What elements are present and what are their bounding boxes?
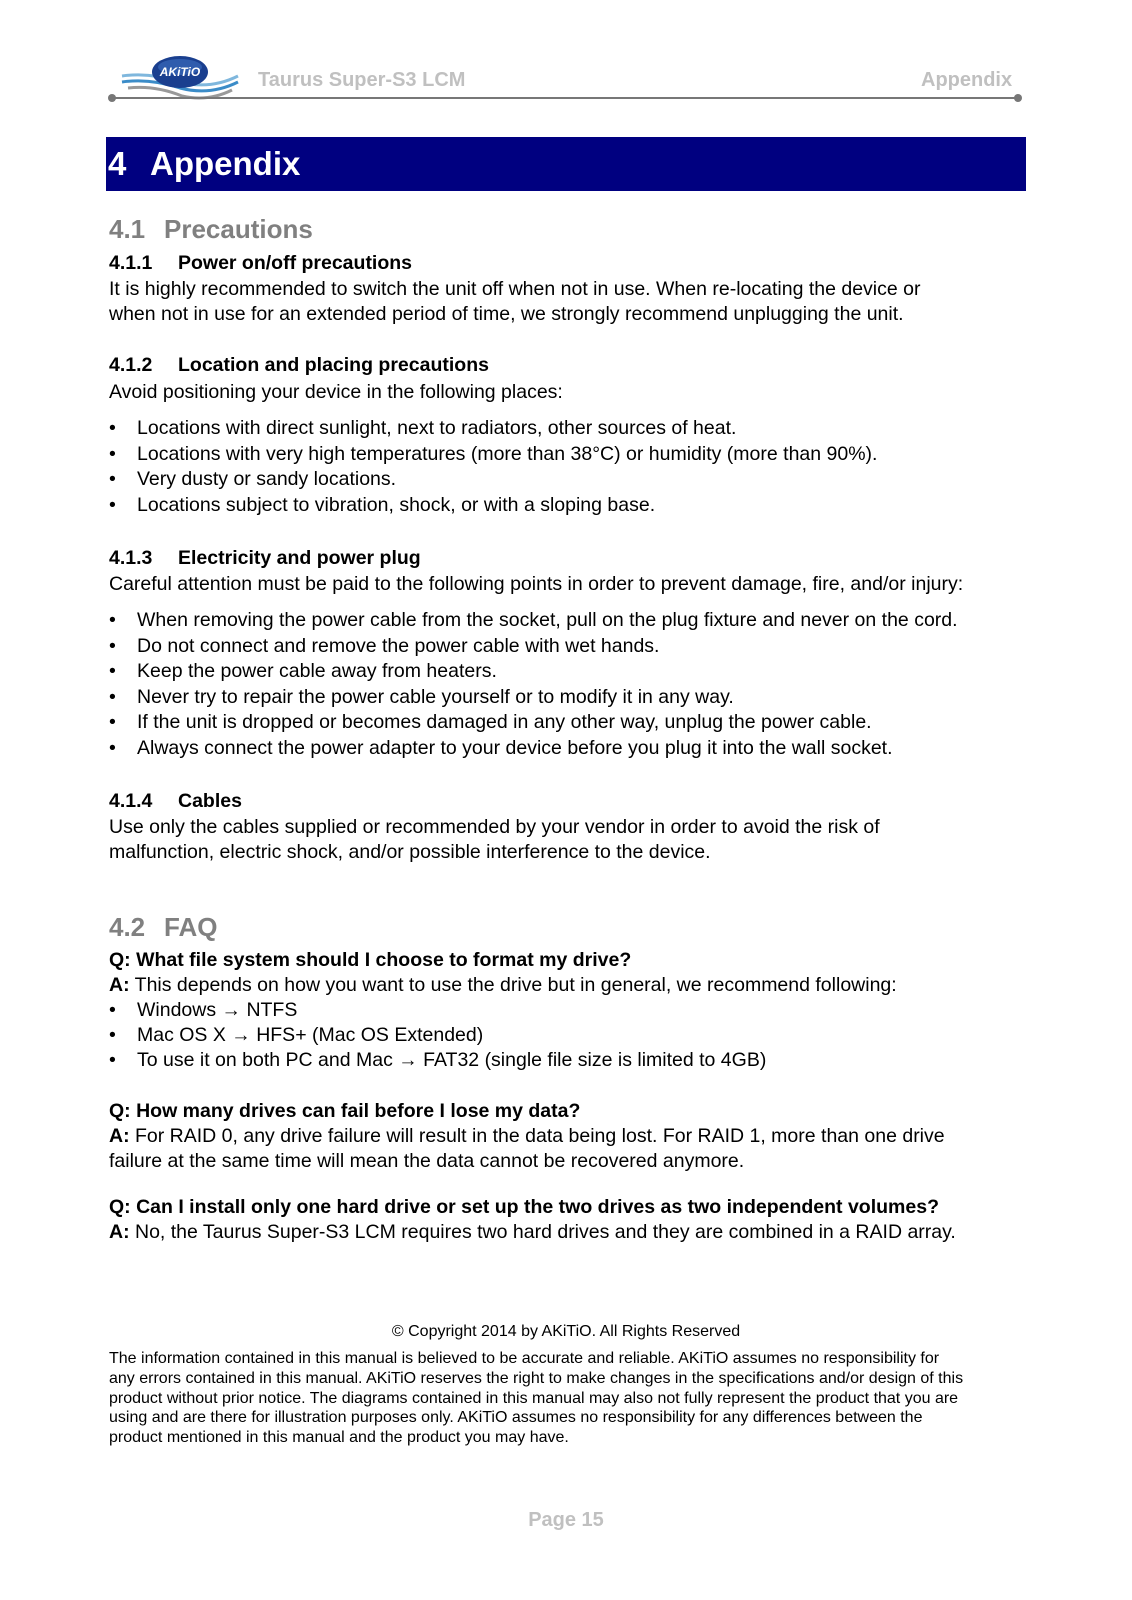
list-item: • Locations with direct sunlight, next to radiators, other sources of heat. xyxy=(109,416,877,442)
subsection-heading-4-1-3: 4.1.3 Electricity and power plug xyxy=(109,547,421,569)
chapter-heading xyxy=(106,137,1026,191)
section-heading-4-2: 4.2 FAQ xyxy=(109,912,218,942)
svg-text:AKiTiO: AKiTiO xyxy=(159,65,201,79)
subsection-heading-4-1-4: 4.1.4 Cables xyxy=(109,790,242,812)
paragraph-electricity-intro: Careful attention must be paid to the following points in order to prevent damage, fire, and/or injury: xyxy=(109,573,964,595)
chapter-number: 4 xyxy=(108,145,127,182)
list-item: • Mac OS X → HFS+ (Mac OS Extended) xyxy=(109,1023,897,1048)
faq-answer: A: This depends on how you want to use the drive but in general, we recommend following: xyxy=(109,974,897,996)
header-line-end xyxy=(1014,94,1022,102)
list-item: • Very dusty or sandy locations. xyxy=(109,467,877,493)
list-item: • Windows → NTFS xyxy=(109,998,897,1023)
header-section: Appendix xyxy=(921,69,1013,91)
faq-question: Q: How many drives can fail before I lose my data? xyxy=(109,1100,581,1122)
electricity-list xyxy=(109,608,958,762)
filesystem-list xyxy=(109,998,897,1073)
location-list xyxy=(109,416,877,519)
faq-question: Q: What file system should I choose to format my drive? xyxy=(109,949,632,971)
section-heading-4-1: 4.1 Precautions xyxy=(109,214,313,244)
copyright: © Copyright 2014 by AKiTiO. All Rights Reserved xyxy=(391,1323,741,1340)
list-item: • Do not connect and remove the power cable with wet hands. xyxy=(109,634,958,660)
paragraph-cables: Use only the cables supplied or recommended by your vendor in order to avoid the risk of malfunction, electric shock, and/or possible interference to the device. xyxy=(109,816,880,863)
faq-answer: A: For RAID 0, any drive failure will result in the data being lost. For RAID 1, more than one drive xyxy=(109,1125,945,1147)
header-product: Taurus Super-S3 LCM xyxy=(258,69,466,91)
chapter-title: Appendix xyxy=(150,145,301,182)
subsection-heading-4-1-1: 4.1.1 Power on/off precautions xyxy=(109,252,413,274)
list-item: • Always connect the power adapter to your device before you plug it into the wall socket. xyxy=(109,736,958,762)
disclaimer: The information contained in this manual is believed to be accurate and reliable. AKiTiO assumes no responsibility for any errors contained in this manual. AKiTiO reserves the right to make changes in the specifications and/or design of this product without prior notice. The diagrams contained in this manual may also not fully represent the product that you are using and are there for illustration purposes only. AKiTiO assumes no responsibility for any differences between the product mentioned in this manual and the product you may have. xyxy=(109,1350,964,1447)
page-number: Page 15 xyxy=(528,1509,604,1531)
faq-answer: A: No, the Taurus Super-S3 LCM requires two hard drives and they are combined in a RAID array. xyxy=(109,1221,956,1243)
header-divider xyxy=(112,97,1020,99)
faq-item xyxy=(109,948,897,1073)
faq-item: Q: How many drives can fail before I lose my data? A: For RAID 0, any drive failure will result in the data being lost. For RAID 1, more than one drive failure at the same time will mean the data cannot be recovered anymore. xyxy=(109,1100,945,1172)
list-item: • Locations with very high temperatures (more than 38°C) or humidity (more than 90%). xyxy=(109,442,877,468)
subsection-heading-4-1-2: 4.1.2 Location and placing precautions xyxy=(109,354,489,376)
faq-question: Q: Can I install only one hard drive or set up the two drives as two independent volumes? xyxy=(109,1196,939,1218)
list-item: • To use it on both PC and Mac → FAT32 (single file size is limited to 4GB) xyxy=(109,1048,897,1073)
list-item: • Never try to repair the power cable yourself or to modify it in any way. xyxy=(109,685,958,711)
list-item: • Keep the power cable away from heaters. xyxy=(109,659,958,685)
paragraph-power: It is highly recommended to switch the unit off when not in use. When re-locating the device or when not in use for an extended period of time, we strongly recommend unplugging the unit. xyxy=(109,278,921,325)
faq-item xyxy=(109,1195,956,1245)
paragraph-location-intro: Avoid positioning your device in the following places: xyxy=(109,381,563,403)
list-item: • If the unit is dropped or becomes damaged in any other way, unplug the power cable. xyxy=(109,710,958,736)
list-item: • When removing the power cable from the socket, pull on the plug fixture and never on the cord. xyxy=(109,608,958,634)
list-item: • Locations subject to vibration, shock, or with a sloping base. xyxy=(109,493,877,519)
